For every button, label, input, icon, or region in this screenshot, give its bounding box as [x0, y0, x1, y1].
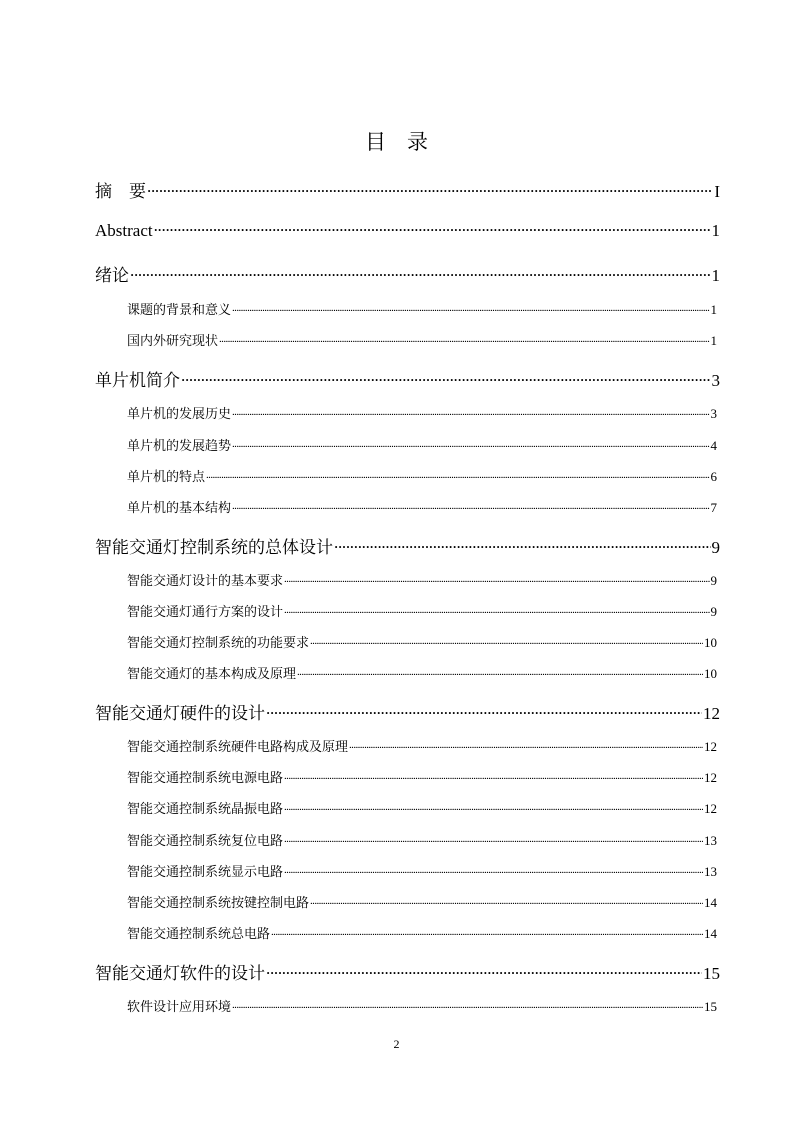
toc-entry-label: 智能交通灯设计的基本要求	[127, 574, 284, 589]
toc-entry-page: 12	[704, 770, 717, 785]
dot-leader	[271, 927, 703, 938]
toc-entry-section[interactable]	[0, 798, 793, 817]
toc-entry-label: 软件设计应用环境	[127, 1000, 232, 1015]
toc-entry-chapter-mcu[interactable]	[0, 366, 793, 391]
toc-entry-page: 10	[704, 635, 717, 650]
dot-leader	[310, 896, 703, 907]
dot-leader	[232, 407, 709, 418]
toc-entry-page: 1	[711, 221, 720, 240]
toc-entry-page: 9	[710, 573, 717, 588]
toc-entry-label: 智能交通控制系统总电路	[127, 927, 271, 942]
toc-entry-page: I	[714, 182, 720, 201]
toc-entry-page: 10	[704, 666, 717, 681]
toc-title: 目 录	[365, 130, 428, 154]
toc-entry-section[interactable]	[0, 830, 793, 849]
toc-entry-page: 9	[710, 604, 717, 619]
toc-entry-label: 绪论	[95, 266, 129, 286]
toc-entry-section[interactable]	[0, 767, 793, 786]
toc-entry-section[interactable]	[0, 466, 793, 485]
dot-leader	[284, 605, 709, 616]
dot-leader	[206, 470, 709, 481]
toc-entry-label: 智能交通灯控制系统的总体设计	[95, 538, 333, 558]
toc-entry-section[interactable]	[0, 330, 793, 349]
toc-entry-page: 12	[703, 704, 720, 723]
toc-entry-page: 13	[704, 833, 717, 848]
toc-entry-label: Abstract	[95, 221, 153, 240]
toc-entry-section[interactable]	[0, 663, 793, 682]
toc-entry-label: 智能交通控制系统复位电路	[127, 834, 284, 849]
dot-leader	[266, 962, 702, 979]
toc-entry-section[interactable]	[0, 299, 793, 318]
toc-entry-page: 12	[704, 739, 717, 754]
toc-entry-section[interactable]	[0, 601, 793, 620]
toc-entry-page: 4	[710, 438, 717, 453]
toc-entry-label: 智能交通控制系统显示电路	[127, 865, 284, 880]
toc-entry-label: 单片机的特点	[127, 470, 206, 485]
toc-entry-section[interactable]	[0, 497, 793, 516]
toc-entry-page: 1	[710, 333, 717, 348]
toc-entry-page: 12	[704, 801, 717, 816]
toc-entry-label: 摘 要	[95, 182, 146, 202]
toc-entry-label: 智能交通灯的基本构成及原理	[127, 667, 297, 682]
dot-leader	[232, 1000, 703, 1011]
toc-entry-label: 智能交通灯通行方案的设计	[127, 605, 284, 620]
toc-entry-label: 国内外研究现状	[127, 334, 219, 349]
toc-entry-page: 6	[710, 469, 717, 484]
toc-entry-chapter-overall[interactable]	[0, 533, 793, 558]
dot-leader	[284, 802, 703, 813]
dot-leader	[284, 834, 703, 845]
toc-entry-chapter-software[interactable]	[0, 959, 793, 984]
toc-entry-abstract-cn[interactable]	[0, 177, 793, 202]
toc-entry-page: 1	[711, 266, 720, 285]
dot-leader	[219, 334, 709, 345]
dot-leader	[232, 501, 709, 512]
toc-entry-label: 智能交通灯软件的设计	[95, 964, 265, 984]
dot-leader	[130, 264, 711, 281]
toc-entry-section[interactable]	[0, 923, 793, 942]
dot-leader	[284, 865, 703, 876]
dot-leader	[232, 439, 709, 450]
toc-entry-section[interactable]	[0, 861, 793, 880]
toc-entry-page: 3	[711, 371, 720, 390]
toc-entry-label: 单片机的发展历史	[127, 407, 232, 422]
toc-entry-page: 1	[710, 302, 717, 317]
dot-leader	[297, 667, 703, 678]
toc-entry-label: 智能交通控制系统电源电路	[127, 771, 284, 786]
dot-leader	[147, 180, 713, 197]
toc-entry-label: 智能交通灯硬件的设计	[95, 704, 265, 724]
toc-entry-section[interactable]	[0, 403, 793, 422]
toc-entry-chapter-intro[interactable]	[0, 261, 793, 286]
toc-entry-page: 13	[704, 864, 717, 879]
toc-entry-page: 15	[704, 999, 717, 1014]
toc-entry-section[interactable]	[0, 570, 793, 589]
toc-entry-page: 3	[710, 406, 717, 421]
toc-entry-page: 7	[710, 500, 717, 515]
toc-entry-label: 单片机的基本结构	[127, 501, 232, 516]
toc-entry-label: 智能交通灯控制系统的功能要求	[127, 636, 310, 651]
toc-entry-chapter-hardware[interactable]	[0, 699, 793, 724]
toc-entry-section[interactable]	[0, 996, 793, 1015]
dot-leader	[284, 574, 709, 585]
toc-entry-abstract-en[interactable]	[0, 219, 793, 241]
toc-entry-label: 智能交通控制系统按键控制电路	[127, 896, 310, 911]
dot-leader	[284, 771, 703, 782]
toc-entry-section[interactable]	[0, 736, 793, 755]
toc-entry-page: 14	[704, 895, 717, 910]
toc-entry-label: 课题的背景和意义	[127, 303, 232, 318]
toc-entry-section[interactable]	[0, 632, 793, 651]
toc-entry-section[interactable]	[0, 892, 793, 911]
toc-entry-section[interactable]	[0, 435, 793, 454]
dot-leader	[310, 636, 703, 647]
toc-entry-page: 14	[704, 926, 717, 941]
dot-leader	[349, 740, 703, 751]
toc-entry-label: 单片机的发展趋势	[127, 439, 232, 454]
toc-entry-page: 9	[711, 538, 720, 557]
footer-page-number: 2	[393, 1037, 400, 1051]
dot-leader	[154, 219, 711, 236]
toc-entry-label: 智能交通控制系统硬件电路构成及原理	[127, 740, 349, 755]
dot-leader	[232, 303, 709, 314]
toc-entry-label: 单片机简介	[95, 371, 180, 391]
dot-leader	[266, 702, 702, 719]
toc-entry-page: 15	[703, 964, 720, 983]
dot-leader	[334, 536, 711, 553]
toc-entry-label: 智能交通控制系统晶振电路	[127, 802, 284, 817]
dot-leader	[181, 369, 711, 386]
